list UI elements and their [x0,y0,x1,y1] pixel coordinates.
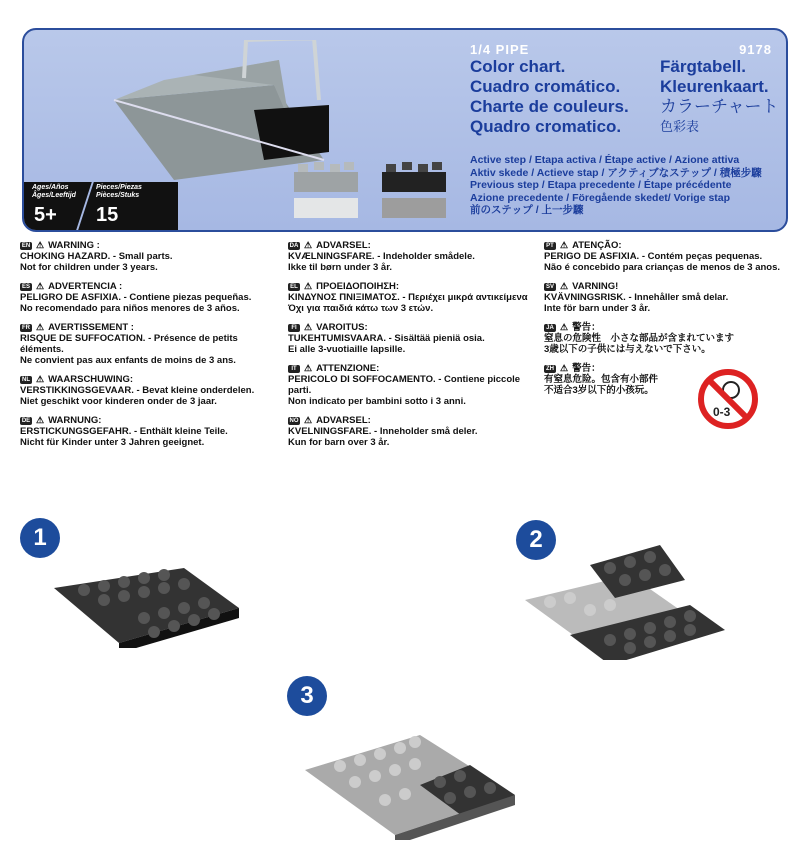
title-it: Quadro cromatico. [470,117,622,136]
warning-line: PERIGO DE ASFIXIA. - Contém peças pequenas. [544,251,763,262]
warning-line: PERICOLO DI SOFFOCAMENTO. - Contiene piccole parti. [288,374,521,396]
warning-title [20,281,280,292]
language-badge: EN [21,243,31,249]
warning-triangle-icon: ⚠ [36,322,45,332]
warning-title-text: VARNING! [572,281,619,292]
warning-triangle-icon: ⚠ [560,322,569,332]
set-name: 1/4 PIPE [470,42,530,57]
age-icon-label: 0-3 [713,405,731,419]
warning-triangle-icon: ⚠ [36,374,45,384]
warning-title-text: AVERTISSEMENT : [48,322,134,333]
title-fr: Charte de couleurs. [470,97,629,116]
ages-value: 5+ [34,204,57,226]
warning-title-text: ATTENZIONE: [316,363,380,374]
warning-line: 窒息の危険性 小さな部品が含まれています [544,333,735,344]
warning-title-text: 警告： [572,322,601,333]
warning-triangle-icon: ⚠ [560,240,569,250]
warning-title-text: ADVARSEL: [316,240,371,251]
title-ja: カラーチャート [660,97,779,116]
language-badge: NO [289,418,299,424]
warning-line: KVELNINGSFARE. - Inneholder små deler. [288,426,478,437]
previous-step-line3: 前のステップ / 上一步驟 [470,204,584,216]
warning-title-text: ADVARSEL: [316,415,371,426]
warning-triangle-icon: ⚠ [36,240,45,250]
step-legend [470,154,762,217]
step-2-bricks [520,540,730,660]
warning-title-text: WARNUNG: [48,415,102,426]
language-badge: JA [544,324,556,332]
warning-nl [20,374,280,407]
warning-line: ΚΙΝΔΥΝΟΣ ΠΝΙΞΙΜΑΤΟΣ. - Περιέχει μικρά αντικείμενα [288,292,528,303]
warning-title [544,322,794,333]
set-number: 9178 [739,42,772,57]
warning-pt [544,240,794,273]
titles-right [660,42,779,137]
warning-triangle-icon: ⚠ [36,415,45,425]
warning-title-text: ADVERTENCIA : [48,281,123,292]
step-3-number: 3 [287,676,327,716]
warning-line: 不适合3岁以下的小孩玩。 [544,385,654,396]
warning-triangle-icon: ⚠ [304,363,313,373]
warning-line: Not for children under 3 years. [20,262,158,273]
warnings-col1 [20,240,280,456]
warning-line: TUKEHTUMISVAARA. - Sisältää pieniä osia. [288,333,485,344]
language-badge: FR [22,325,30,331]
warning-title-text: ATENÇÃO: [572,240,622,251]
language-badge: PT [544,242,556,250]
warning-el [288,281,538,314]
warning-title-text: VAROITUS: [316,322,368,333]
language-badge: EL [288,283,300,291]
warning-title [288,322,538,333]
warning-line: Όχι για παιδιά κάτω των 3 ετών. [288,303,434,314]
warning-es [20,281,280,314]
warning-title [20,322,280,333]
warning-fi [288,322,538,355]
warning-triangle-icon: ⚠ [304,415,313,425]
warning-line: KVÄVNINGSRISK. - Innehåller små delar. [544,292,729,303]
warning-de [20,415,280,448]
active-step-line2: Aktiv skede / Actieve stap / アクティブなステップ / 積極步驟 [470,166,762,179]
warning-line: 有窒息危险。包含有小部件 [544,374,659,385]
step-1-number: 1 [20,518,60,558]
language-badge: ES [21,284,30,290]
step-3-bricks [300,710,520,840]
warning-title [544,240,794,251]
warning-fr [20,322,280,366]
active-step-line1: Active step / Etapa activa / Étape active / Azione attiva [470,154,740,166]
step-1-bricks [44,548,244,648]
warning-line: Ikke til børn under 3 år. [288,262,393,273]
warning-title [288,363,538,374]
warning-line: No recomendado para niños menores de 3 años. [20,303,240,314]
warning-title-text: 警告： [572,363,601,374]
warning-no [288,415,538,448]
step-2-number: 2 [516,520,556,560]
warning-da [288,240,538,273]
warning-triangle-icon: ⚠ [304,240,313,250]
titles-left [470,42,629,137]
warning-it [288,363,538,407]
warning-title [20,240,280,251]
warning-line: PELIGRO DE ASFIXIA. - Contiene piezas pequeñas. [20,292,252,303]
warning-title [544,281,794,292]
title-en: Color chart. [470,57,566,76]
header-panel [22,28,788,232]
warning-title [20,415,280,426]
warnings-col2 [288,240,538,456]
warning-title-text: WARNING : [48,240,100,251]
language-badge: FI [288,324,300,332]
warning-title-text: WAARSCHUWING: [48,374,134,385]
warning-line: Niet geschikt voor kinderen onder de 3 jaar. [20,396,217,407]
language-badge: NL [22,377,30,383]
previous-step-line1: Previous step / Etapa precedente / Étape précédente [470,179,732,191]
title-es: Cuadro cromático. [470,77,621,96]
language-badge: DA [289,243,299,249]
warning-line: Ne convient pas aux enfants de moins de 3 ans. [20,355,236,366]
warning-triangle-icon: ⚠ [304,322,313,332]
warning-title [20,374,280,385]
warning-line: CHOKING HAZARD. - Small parts. [20,251,173,262]
warning-line: ERSTICKUNGSGEFAHR. - Enthält kleine Teile. [20,426,228,437]
warning-line: KVÆLNINGSFARE. - Indeholder smådele. [288,251,475,262]
pieces-value: 15 [96,204,119,226]
warning-line: Non indicato per bambini sotto i 3 anni. [288,396,466,407]
warning-ja [544,322,794,355]
ages-label: Ages/Años Âges/Leeftijd [32,184,76,199]
warning-en [20,240,280,273]
age-pieces-panel [24,182,178,230]
title-zh: 色彩表 [660,119,700,134]
separator [76,182,94,230]
warning-title [288,281,538,292]
warning-line: Kun for barn over 3 år. [288,437,390,448]
warning-triangle-icon: ⚠ [560,281,569,291]
pieces-label: Pieces/Piezas Pièces/Stuks [96,184,142,199]
language-badge: SV [545,284,554,290]
warning-line: 3歳以下の子供には与えないで下さい。 [544,344,711,355]
language-badge: DE [21,418,31,424]
warning-title-text: ΠΡΟΕΙΔΟΠΟΙΗΣΗ: [316,281,400,292]
brick-gray-active [292,158,362,222]
warning-line: Ei alle 3-vuotiaille lapsille. [288,344,406,355]
warning-sv [544,281,794,314]
warning-line: Nicht für Kinder unter 3 Jahren geeignet. [20,437,205,448]
warning-line: RISQUE DE SUFFOCATION. - Présence de petits éléments. [20,333,238,355]
warning-title [288,240,538,251]
warning-triangle-icon: ⚠ [304,281,313,291]
language-badge: ZH [546,366,554,372]
warning-line: Inte för barn under 3 år. [544,303,651,314]
previous-step-line2: Azione precedente / Föregående skedet/ Vorige stap [470,191,731,204]
no-under-3-icon [697,368,759,430]
warning-triangle-icon: ⚠ [36,281,45,291]
warning-line: VERSTIKKINGSGEVAAR. - Bevat kleine onderdelen. [20,385,255,396]
brick-black-active [380,158,450,222]
warning-title [288,415,538,426]
title-sv: Färgtabell. [660,57,746,76]
warning-triangle-icon: ⚠ [560,363,569,373]
title-nl: Kleurenkaart. [660,77,769,96]
language-badge: IT [288,365,300,373]
warning-line: Não é concebido para crianças de menos de 3 anos. [544,262,781,273]
